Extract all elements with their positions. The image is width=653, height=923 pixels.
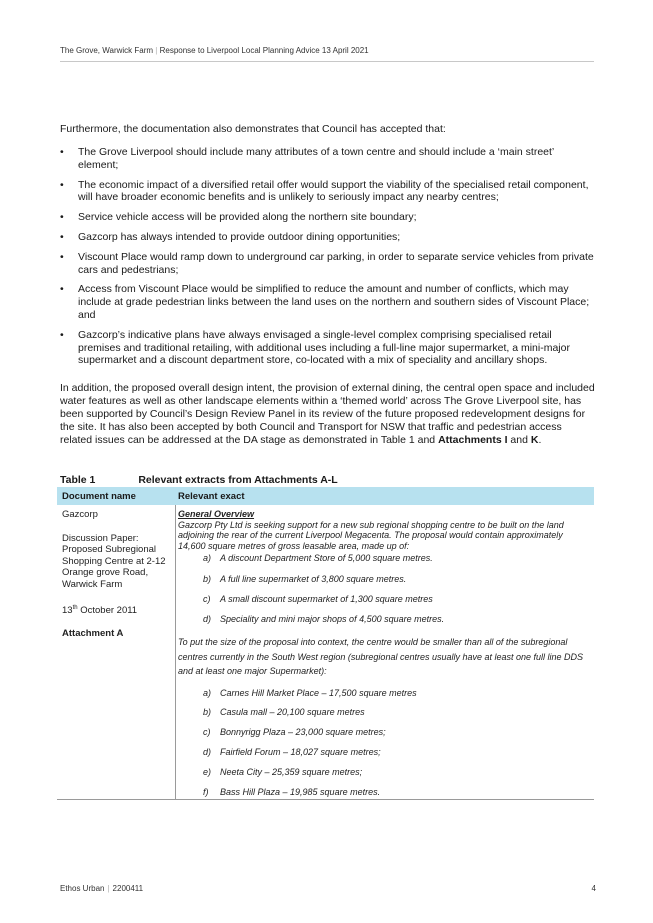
doc-title-line: Discussion Paper: [62, 532, 139, 544]
extract-context: To put the size of the proposal into context, the centre would be smaller than all of the subregional centres currently in the South West region (subregional centres usually have at least one full line DDS and at least one major Supermarket): [178, 637, 584, 677]
header-separator: | [155, 46, 158, 55]
attachment-k-ref: K [530, 433, 539, 446]
bullet-icon: • [60, 328, 64, 341]
extract-intro: Gazcorp Pty Ltd is seeking support for a new sub regional shopping centre to be built on the land adjoining the rear of the current Liverpool Megacenta. The proposal would contain approximately 14,600 square metres of gross leasable area, made up of: [178, 519, 564, 551]
header-project: The Grove, Warwick Farm [60, 46, 154, 55]
page-footer [60, 884, 596, 893]
doc-title-line: Shopping Centre at 2-12 [62, 555, 166, 567]
bullet-icon: • [60, 230, 64, 243]
subregional-centres-list [178, 688, 590, 807]
list-item: d) Speciality and mini major shops of 4,500 square metres. [203, 613, 445, 624]
page-number: 4 [591, 884, 596, 893]
list-item: b) Casula mall – 20,100 square metres [203, 707, 365, 718]
list-item: • The economic impact of a diversified retail offer would support the viability of the specialised retail component, will have broader economic benefits and is unlikely to seriously impact any nearby centres; [60, 178, 589, 204]
list-item: c) Bonnyrigg Plaza – 23,000 square metres; [203, 727, 386, 738]
doc-title-line: Orange grove Road, [62, 567, 149, 579]
table-header-row [57, 487, 594, 505]
relevant-extract-cell [178, 509, 590, 806]
extract-heading: General Overview [178, 509, 255, 519]
header-title: Response to Liverpool Local Planning Advice 13 April 2021 [159, 46, 369, 55]
list-item: e) Neeta City – 25,359 square metres; [203, 766, 363, 777]
list-item: • Access from Viscount Place would be simplified to reduce the amount and number of conflicts, which may include at grade pedestrian links between the land uses on the northern and southern sides of Viscount Place; and [60, 283, 590, 321]
extracts-table [57, 487, 594, 800]
doc-date: 13th October 2011 [62, 604, 138, 616]
list-item: • Gazcorp’s indicative plans have always envisaged a single-level complex comprising specialised retail premises and traditional retailing, with additional uses including a full-line major supermarket, a mini-major supermarket and a discount department store, co-located with a mix of speciality and ancillary shops. [60, 328, 570, 367]
intro-text: Furthermore, the documentation also demonstrates that Council has accepted that: [60, 123, 446, 135]
proposal-components-list [178, 553, 590, 634]
column-divider [175, 505, 176, 799]
footer-separator: | [107, 884, 110, 893]
list-item: b) A full line supermarket of 3,800 square metres. [203, 573, 407, 584]
table-caption [60, 474, 338, 486]
list-item: a) Carnes Hill Market Place – 17,500 square metres [203, 687, 417, 698]
bullet-icon: • [60, 211, 64, 224]
bullet-icon: • [60, 250, 64, 263]
column-header-document: Document name [62, 491, 136, 502]
list-item: a) A discount Department Store of 5,000 square metres. [203, 553, 433, 564]
bullet-icon: • [60, 283, 64, 296]
doc-author: Gazcorp [62, 509, 98, 520]
list-item: • Viscount Place would ramp down to underground car parking, in order to separate service vehicles from private cars and pedestrians; [60, 250, 594, 276]
list-item: f) Bass Hill Plaza – 19,985 square metres. [203, 786, 381, 797]
footer-ref: 2200411 [112, 884, 144, 893]
doc-attachment: Attachment A [62, 628, 124, 640]
body-paragraph: In addition, the proposed overall design intent, the provision of external dining, the central open space and included water features as well as other landscape elements within a ‘themed world’ across The Grove Liverpool site, has been supported by Council’s Design Review Panel in its review of the future proposed redevelopment designs for the site. It has also been accepted by both Council and Transport for NSW that traffic and pedestrian access related issues can be addressed at the DA stage as demonstrated in Table 1 and Attachments I and K. [60, 382, 595, 446]
doc-title-line: Proposed Subregional [62, 544, 157, 556]
doc-title-line: Warwick Farm [62, 578, 123, 590]
table-title: Relevant extracts from Attachments A-L [138, 474, 338, 486]
bullet-icon: • [60, 146, 64, 158]
bullet-icon: • [60, 178, 64, 191]
column-header-extract: Relevant exact [178, 491, 245, 502]
footer-company: Ethos Urban [60, 884, 105, 893]
page-header [60, 46, 594, 62]
list-item: • Gazcorp has always intended to provide outdoor dining opportunities; [60, 230, 401, 243]
bullet-list [60, 146, 596, 374]
list-item: d) Fairfield Forum – 18,027 square metres; [203, 747, 381, 758]
list-item: • The Grove Liverpool should include many attributes of a town centre and should include a ‘main street’ element; [60, 146, 554, 171]
list-item: c) A small discount supermarket of 1,300 square metres [203, 593, 433, 604]
document-name-cell [62, 509, 172, 640]
list-item: • Service vehicle access will be provided along the northern site boundary; [60, 211, 417, 224]
attachment-i-ref: Attachments I [438, 433, 508, 446]
table-label: Table 1 [60, 474, 96, 486]
